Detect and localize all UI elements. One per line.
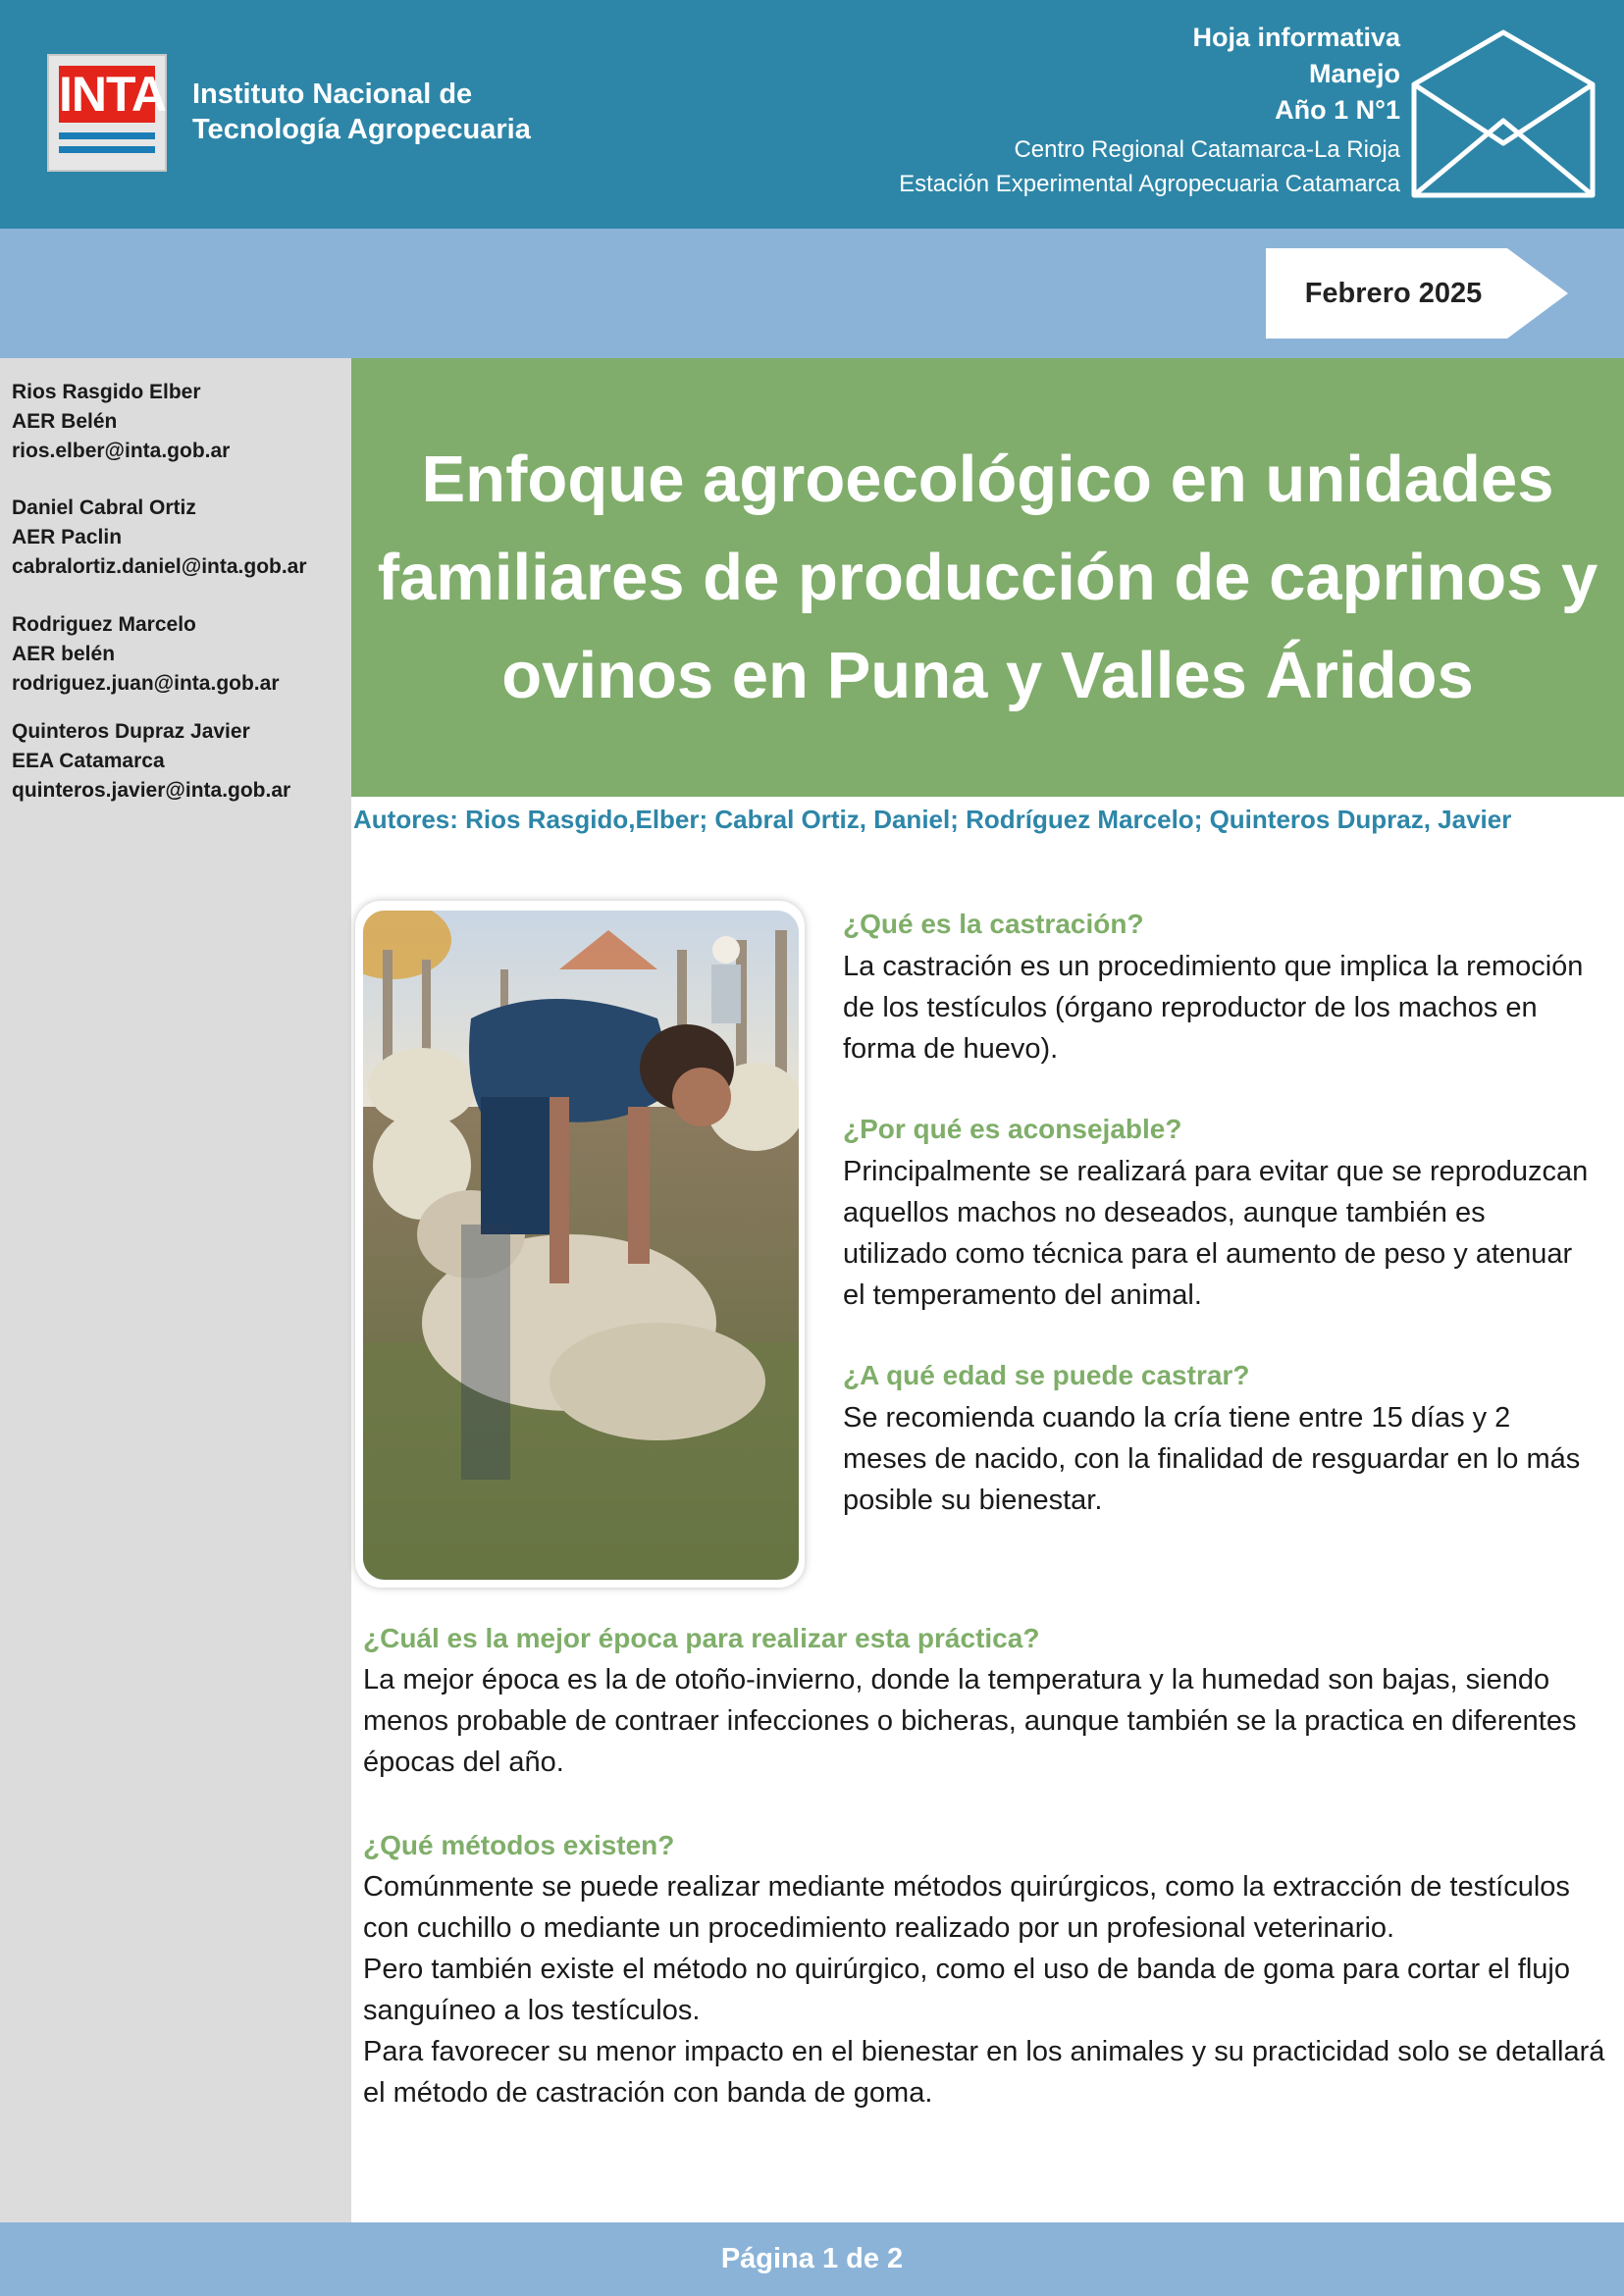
logo-text: INTA bbox=[59, 67, 166, 122]
envelope-icon bbox=[1410, 27, 1597, 200]
contact-email[interactable]: rodriguez.juan@inta.gob.ar bbox=[12, 672, 280, 695]
castration-photo bbox=[363, 911, 799, 1580]
contact-email[interactable]: quinteros.javier@inta.gob.ar bbox=[12, 779, 291, 802]
page-header bbox=[0, 0, 1624, 229]
question-heading: ¿Qué métodos existen? bbox=[363, 1830, 675, 1860]
answer-paragraph: Se recomienda cuando la cría tiene entre 15 días y 2 meses de nacido, con la finalidad de resguardar en lo más posible su bienestar. bbox=[843, 1402, 1581, 1516]
question-heading: ¿A qué edad se puede castrar? bbox=[843, 1360, 1250, 1390]
page-number: Página 1 de 2 bbox=[0, 2222, 1624, 2296]
answer-paragraph: La mejor época es la de otoño-invierno, donde la temperatura y la humedad son bajas, siendo menos probable de contraer infecciones o bicheras, aunque también se la practica en diferentes épocas del año. bbox=[363, 1664, 1577, 1778]
document-title: Enfoque agroecológico en unidades familiares de producción de caprinos y ovinos en Puna y Valles Áridos bbox=[377, 442, 1598, 712]
contact-card: Quinteros Dupraz Javier EEA Catamarca quinteros.javier@inta.gob.ar bbox=[12, 717, 290, 806]
experimental-station: Estación Experimental Agropecuaria Catamarca bbox=[899, 171, 1400, 197]
contact-email[interactable]: rios.elber@inta.gob.ar bbox=[12, 440, 231, 462]
title-banner bbox=[351, 358, 1624, 797]
authors-line: Autores: Rios Rasgido,Elber; Cabral Ortiz, Daniel; Rodríguez Marcelo; Quinteros Dupraz, Javier bbox=[353, 805, 1512, 834]
answer-paragraph: La castración es un procedimiento que implica la remoción de los testículos (órgano reproductor de los machos en forma de huevo). bbox=[843, 951, 1584, 1065]
answer-paragraph: Principalmente se realizará para evitar que se reproduzcan aquellos machos no deseados, aunque también es utilizado como técnica para el aumento de peso y atenuar el temperamento del animal. bbox=[843, 1156, 1589, 1311]
issue-number: Año 1 N°1 bbox=[1275, 95, 1400, 125]
contact-card: Rios Rasgido Elber AER Belén rios.elber@inta.gob.ar bbox=[12, 378, 230, 466]
answer-paragraph: Comúnmente se puede realizar mediante métodos quirúrgicos, como la extracción de testículos con cuchillo o mediante un procedimiento realizado por un profesional veterinario. Pero también existe el método no quirúrgico, como el uso de banda de goma para cortar el flujo sanguíneo a los testículos. Para favorecer su menor impacto en el bienestar en los animales y su practicidad solo se detallará el método de castración con banda de goma. bbox=[363, 1871, 1605, 2109]
question-heading: ¿Por qué es aconsejable? bbox=[843, 1114, 1182, 1144]
contact-card: Daniel Cabral Ortiz AER Paclin cabralortiz.daniel@inta.gob.ar bbox=[12, 494, 307, 582]
organization-name: Instituto Nacional de Tecnología Agropecuaria bbox=[192, 78, 531, 145]
contact-card: Rodriguez Marcelo AER belén rodriguez.juan@inta.gob.ar bbox=[12, 610, 280, 699]
publication-info bbox=[899, 20, 1400, 201]
contact-email[interactable]: cabralortiz.daniel@inta.gob.ar bbox=[12, 555, 307, 578]
publication-date: Febrero 2025 bbox=[1304, 278, 1483, 309]
question-heading: ¿Qué es la castración? bbox=[843, 909, 1144, 939]
sheet-type: Hoja informativa bbox=[1192, 23, 1400, 52]
sheet-topic: Manejo bbox=[1308, 59, 1400, 88]
question-heading: ¿Cuál es la mejor época para realizar esta práctica? bbox=[363, 1623, 1040, 1653]
regional-center: Centro Regional Catamarca-La Rioja bbox=[1014, 136, 1400, 163]
inta-logo bbox=[47, 54, 167, 172]
